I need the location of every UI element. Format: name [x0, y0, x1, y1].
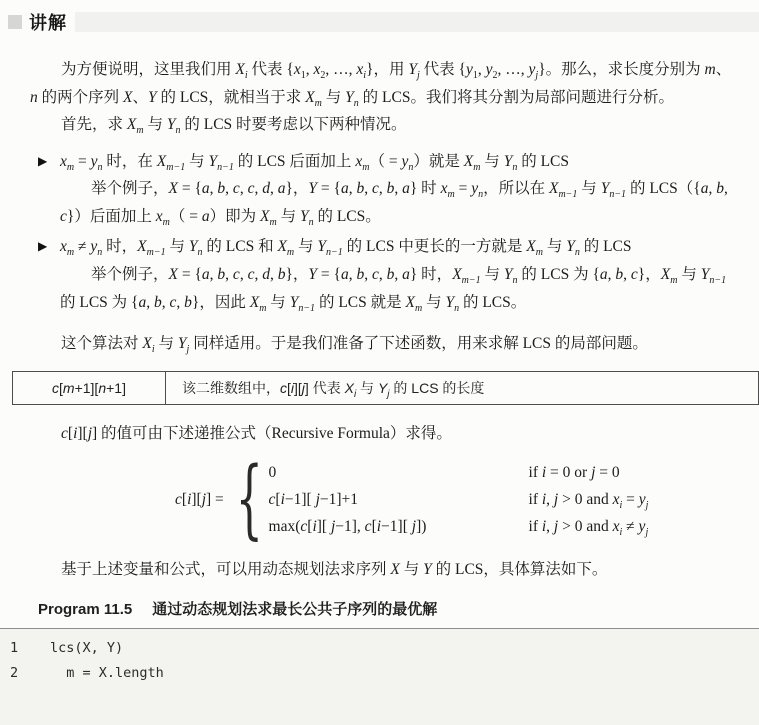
paragraph-formula-intro: c[i][j] 的值可由下述递推公式（Recursive Formula）求得。 [61, 424, 452, 442]
formula-expr: max(c[i][ j−1], c[i−1][ j]) [268, 518, 427, 536]
formula-cond: if i, j > 0 and $x_i = y_j$ [528, 491, 649, 512]
program-title: 通过动态规划法求最长公共子序列的最优解 [152, 600, 438, 618]
recursive-formula [175, 449, 735, 550]
section-header [8, 10, 759, 34]
paragraph-intro: 为方便说明，这里我们用 $X_i$ 代表 {$x_1$, $x_2$, …, $x_i$}，用 $Y_j$ 代表 {$y_1$, $y_2$, …, $y_j$}。那么，求长度分别为 m、n 的两个序列 X、Y 的 LCS，就相当于求 $X_m$ 与 $Y_n$ 的 LCS。我们将其分割为局部问题进行分析。 [30, 61, 732, 109]
case-equal-head: $x_m = y_n$ 时，在 $X_{m-1}$ 与 $Y_{n-1}$ 的 LCS 后面加上 $x_m( = y_n)$就是 $X_m$ 与 $Y_n$ 的 LCS [60, 152, 569, 173]
variable-name-cell: c[m+1][n+1] [13, 371, 166, 404]
code-block [0, 628, 759, 725]
line-number: 2 [10, 664, 19, 681]
formula-cases [269, 459, 649, 540]
program-label: Program 11.5 [38, 600, 133, 618]
case-equal-example: 举个例子，X = {a, b, c, c, d, a}，Y = {a, b, c, b, a} 时 $x_m = y_n$，所以在 $X_{m-1}$ 与 $Y_{n-1}$ 的 LCS（{a, b, c}）后面加上 $x_m( = a)$即为 $X_m$ 与 $Y_n$ 的 LCS。 [60, 180, 728, 228]
case-notequal-example: 举个例子，X = {a, b, c, c, d, b}，Y = {a, b, c, b, a} 时，$X_{m-1}$ 与 $Y_n$ 的 LCS 为 {a, b, c}，$X_m$ 与 $Y_{n-1}$ 的 LCS 为 {a, b, c, b}，因此 $X_m$ 与 $Y_{n-1}$ 的 LCS 就是 $X_m$ 与 $Y_n$ 的 LCS。 [60, 266, 727, 314]
table-row [13, 371, 759, 404]
line-number: 1 [10, 639, 19, 656]
formula-brace: { [235, 449, 263, 550]
code-line [0, 636, 759, 661]
paragraph-function-intro: 这个算法对 $X_i$ 与 $Y_j$ 同样适用。于是我们准备了下述函数，用来求解 LCS 的局部问题。 [61, 335, 648, 356]
triangle-bullet-icon: ▶ [38, 153, 48, 168]
paragraph-two-cases: 首先，求 $X_m$ 与 $Y_n$ 的 LCS 时要考虑以下两种情况。 [61, 116, 407, 137]
code-text: m = X.length [50, 664, 164, 681]
triangle-bullet-icon: ▶ [38, 239, 48, 254]
formula-expr: 0 [268, 464, 277, 482]
formula-cond: if i = 0 or j = 0 [528, 464, 620, 482]
formula-lhs: c[i][j] = [175, 490, 224, 508]
paragraph-dp-intro: 基于上述变量和公式，可以用动态规划法求序列 X 与 Y 的 LCS，具体算法如下。 [61, 561, 608, 579]
code-line [0, 661, 759, 686]
formula-expr: c[i−1][ j−1]+1 [268, 491, 359, 509]
section-marker-icon [8, 15, 22, 29]
case-notequal-head: $x_m \ne y_n$ 时，$X_{m-1}$ 与 $Y_n$ 的 LCS 和 $X_m$ 与 $Y_{n-1}$ 的 LCS 中更长的一方就是 $X_m$ 与 $Y_n$ 的 LCS [60, 238, 632, 259]
section-header-band [75, 12, 759, 32]
section-title: 讲解 [29, 13, 67, 33]
variable-definition-table [12, 371, 759, 405]
variable-description-cell: 该二维数组中，c[i][j] 代表 $X_i$ 与 $Y_j$ 的 LCS 的长度 [166, 371, 759, 404]
program-heading [38, 598, 735, 619]
list-item-case-equal [38, 148, 735, 231]
case-list [30, 148, 735, 316]
code-text: lcs(X, Y) [50, 639, 124, 656]
formula-cond: if i, j > 0 and $x_i \ne y_j$ [528, 518, 649, 539]
list-item-case-notequal [38, 233, 735, 316]
